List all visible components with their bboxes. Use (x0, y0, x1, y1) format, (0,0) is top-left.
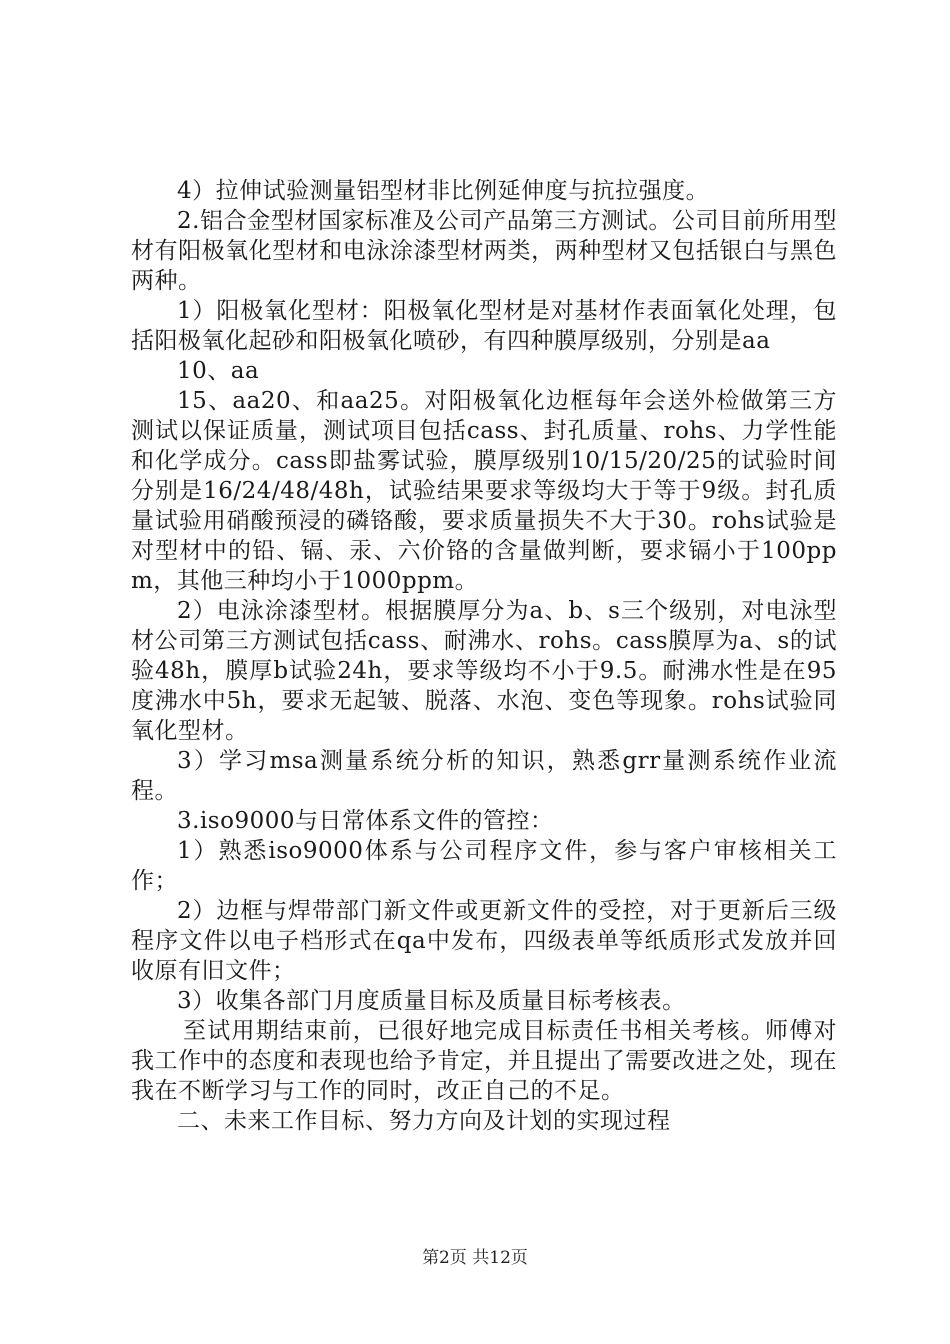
paragraph-aa10: 10、aa (177, 358, 260, 384)
paragraph-probation-summary: 至试用期结束前，已很好地完成目标责任书相关考核。师傅对我工作中的态度和表现也给予肯定，并且提出了需要改进之处，现在我在不断学习与工作的同时，改正自己的不足。 (131, 1018, 837, 1104)
paragraph-quality-targets: 3）收集各部门月度质量目标及质量目标考核表。 (177, 988, 686, 1014)
document-body (131, 176, 837, 1136)
paragraph-tensile-test: 4）拉伸试验测量铝型材非比例延伸度与抗拉强度。 (177, 178, 710, 204)
paragraph-electrophoretic-profile: 2）电泳涂漆型材。根据膜厚分为a、b、s三个级别，对电泳型材公司第三方测试包括cass、耐沸水、rohs。cass膜厚为a、s的试验48h，膜厚b试验24h，要求等级均不小于9.5。耐沸水性是在95度沸水中5h，要求无起皱、脱落、水泡、变色等现象。rohs试验同氧化型材。 (131, 598, 837, 744)
paragraph-msa-study: 3）学习msa测量系统分析的知识，熟悉grr量测系统作业流程。 (131, 748, 837, 804)
paragraph-aluminum-standard: 2.铝合金型材国家标准及公司产品第三方测试。公司目前所用型材有阳极氧化型材和电泳涂漆型材两类，两种型材又包括银白与黑色两种。 (131, 208, 837, 294)
section-heading-future-goals: 二、未来工作目标、努力方向及计划的实现过程 (177, 1108, 671, 1134)
paragraph-aa15-tests: 15、aa20、和aa25。对阳极氧化边框每年会送外检做第三方测试以保证质量，测试项目包括cass、封孔质量、rohs、力学性能和化学成分。cass即盐雾试验，膜厚级别10/15/20/25的试验时间分别是16/24/48/48h，试验结果要求等级均大于等于9级。封孔质量试验用硝酸预浸的磷铬酸，要求质量损失不大于30。rohs试验是对型材中的铅、镉、汞、六价铬的含量做判断，要求镉小于100ppm，其他三种均小于1000ppm。 (131, 388, 837, 594)
paragraph-anodized-profile: 1）阳极氧化型材：阳极氧化型材是对基材作表面氧化处理，包括阳极氧化起砂和阳极氧化喷砂，有四种膜厚级别，分别是aa (131, 298, 837, 354)
paragraph-iso9000-familiar: 1）熟悉iso9000体系与公司程序文件，参与客户审核相关工作； (131, 838, 837, 894)
page-number-footer: 第2页 共12页 (422, 1248, 528, 1268)
paragraph-document-control: 2）边框与焊带部门新文件或更新文件的受控，对于更新后三级程序文件以电子档形式在qa中发布，四级表单等纸质形式发放并回收原有旧文件； (131, 898, 837, 984)
paragraph-iso9000-heading: 3.iso9000与日常体系文件的管控： (177, 808, 554, 834)
